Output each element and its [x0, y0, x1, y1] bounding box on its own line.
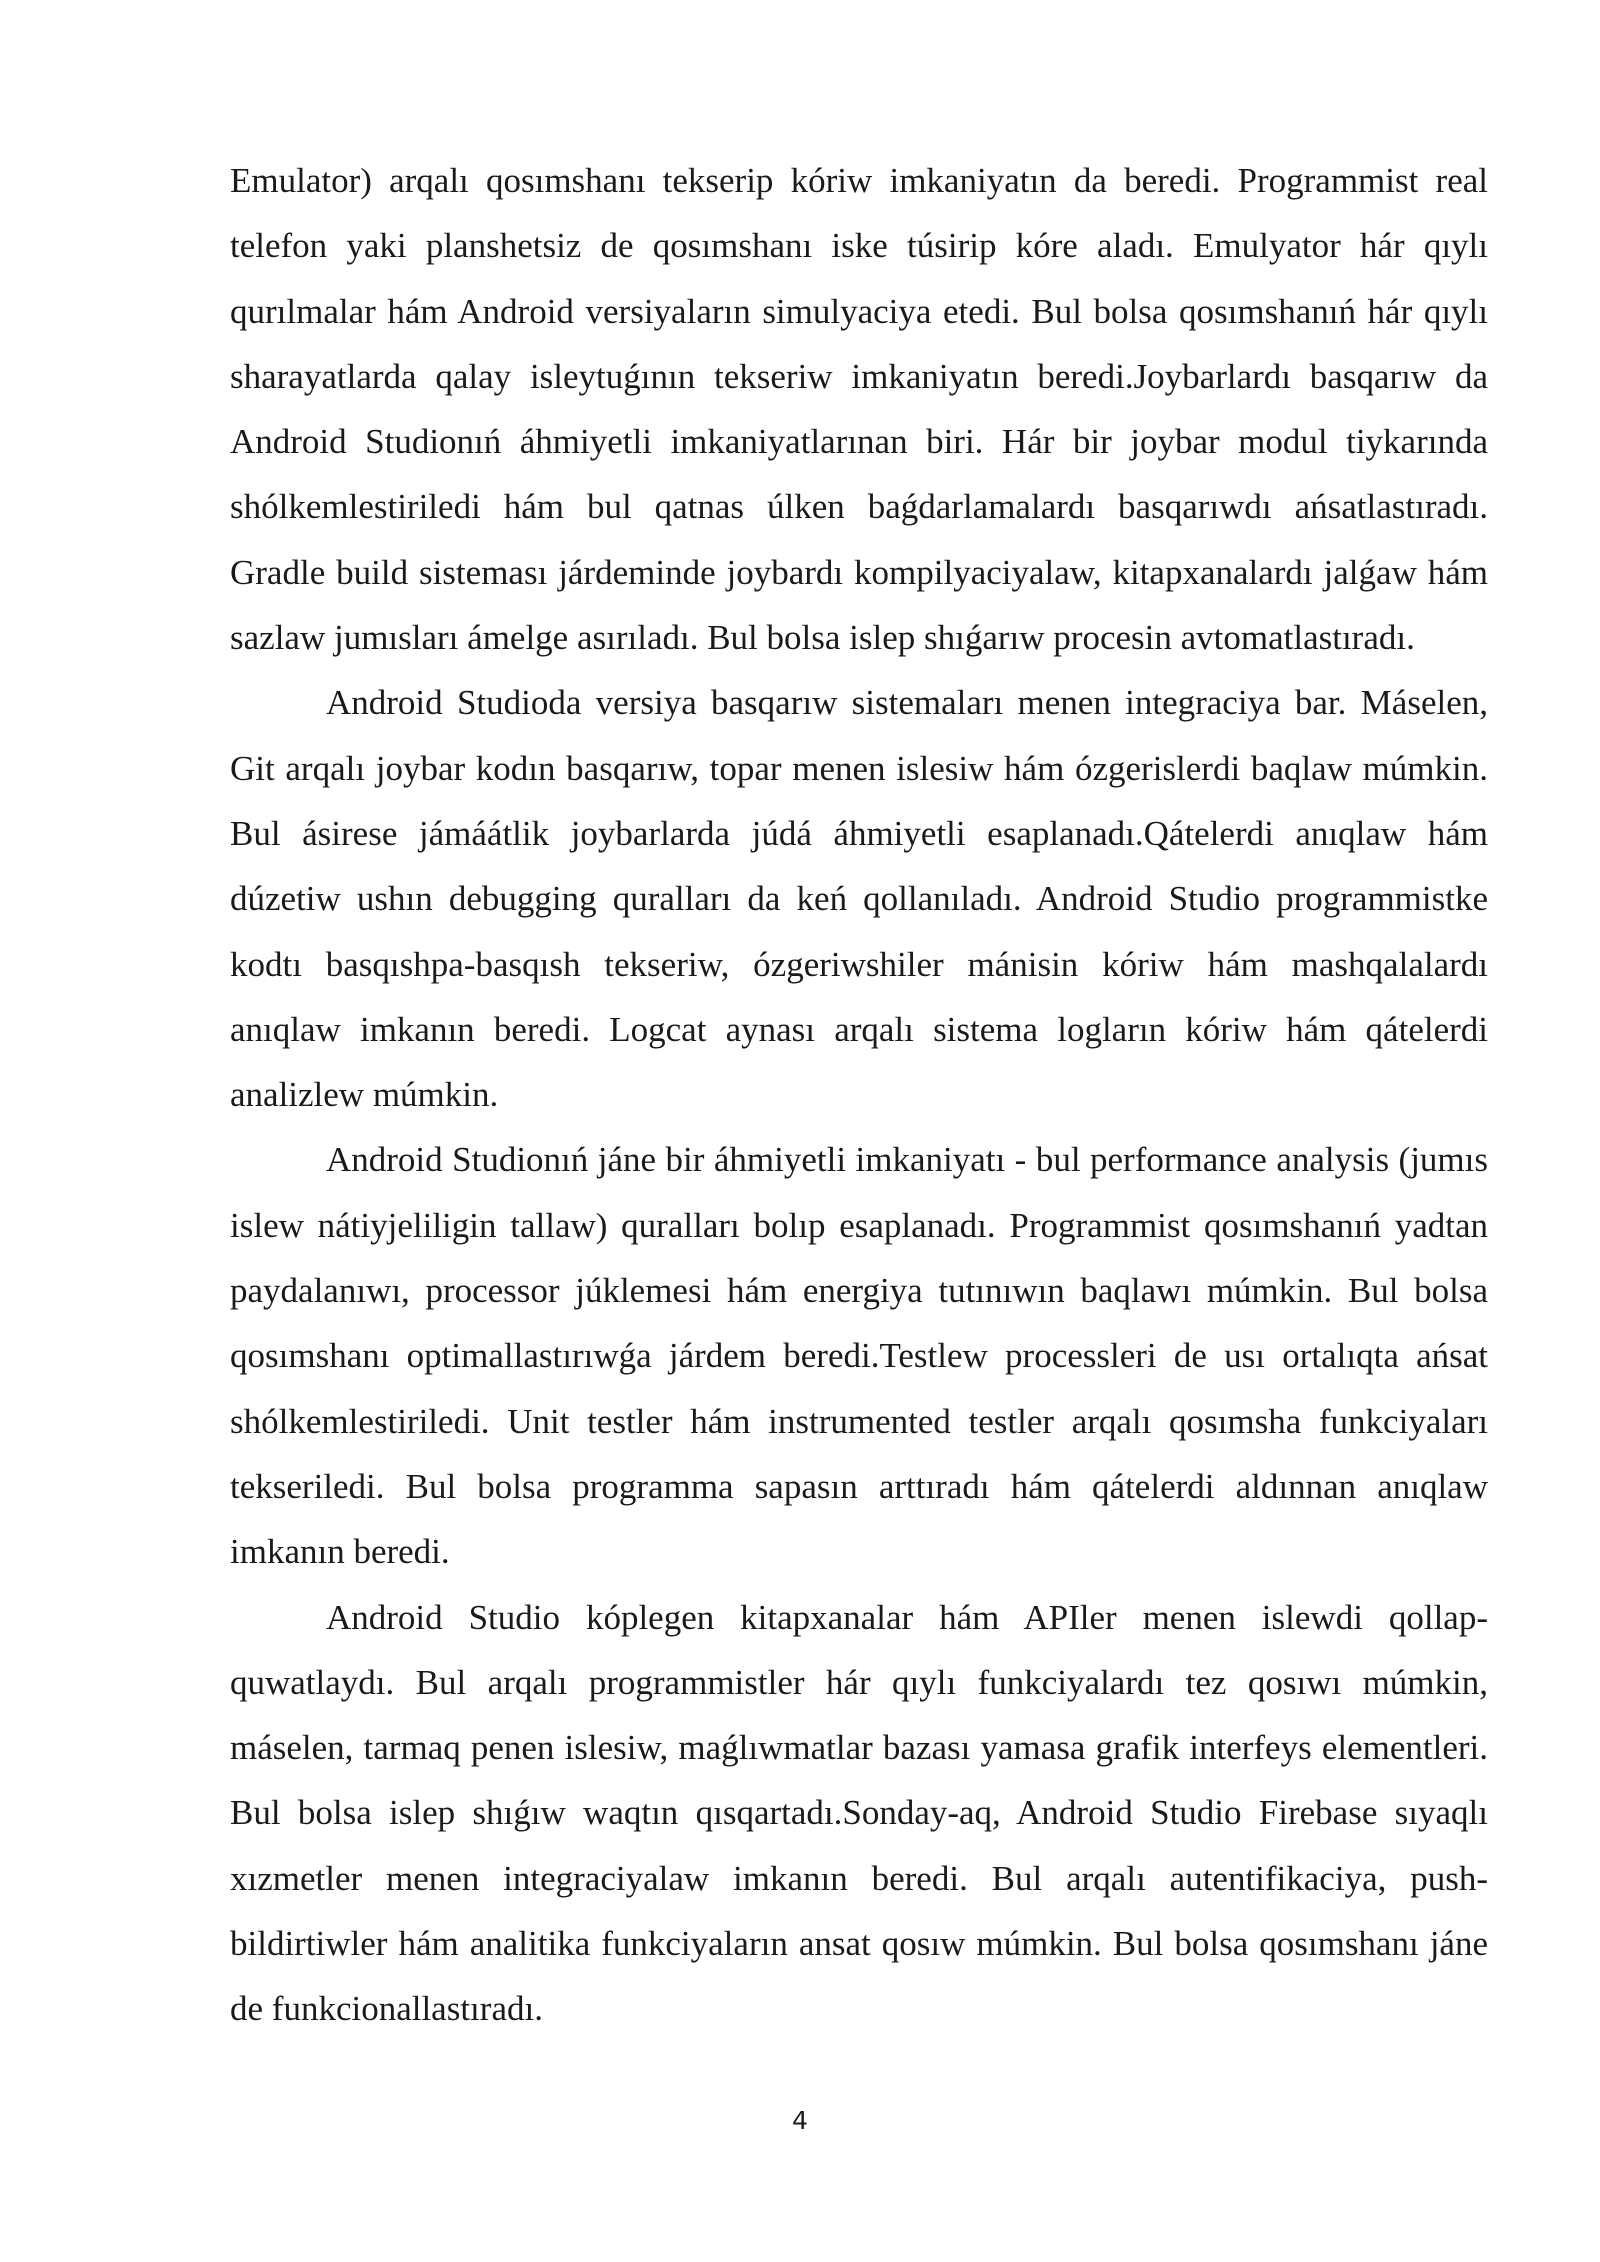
- paragraph-3: Android Studionıń jáne bir áhmiyetli imkaniyatı - bul performance analysis (jumıs islew nátiyjeliligin tallaw) quralları bolıp esaplanadı. Programmist qosımshanıń yadtan paydalanıwı, processor júklemesi hám energiya tutınıwın baqlawı múmkin. Bul bolsa qosımshanı optimallastırıwǵa járdem beredi.Testlew processleri de usı ortalıqta ańsat shólkemlestiriledi. Unit testler hám instrumented testler arqalı qosımsha funkciyaları tekseriledi. Bul bolsa programma sapasın arttıradı hám qátelerdi aldınnan anıqlaw imkanın beredi.: [230, 1140, 1488, 1572]
- page-number: 4: [792, 2106, 808, 2135]
- paragraph-1: Emulator) arqalı qosımshanı tekserip kóriw imkaniyatın da beredi. Programmist real telefon yaki planshetsiz de qosımshanı iske túsirip kóre aladı. Emulyator hár qıylı qurılmalar hám Android versiyaların simulyaciya etedi. Bul bolsa qosımshanıń hár qıylı sharayatlarda qalay isleytuǵının tekseriw imkaniyatın beredi.Joybarlardı basqarıw da Android Studionıń áhmiyetli imkaniyatlarınan biri. Hár bir joybar modul tiykarında shólkemlestiriledi hám bul qatnas úlken baǵdarlamalardı basqarıwdı ańsatlastıradı. Gradle build sisteması járdeminde joybardı kompilyaciyalaw, kitapxanalardı jalǵaw hám sazlaw jumısları ámelge asırıladı. Bul bolsa islep shıǵarıw procesin avtomatlastıradı.: [230, 161, 1488, 658]
- document-body: [230, 148, 1488, 2042]
- paragraph-4: Android Studio kóplegen kitapxanalar hám APIler menen islewdi qollap-quwatlaydı. Bul arqalı programmistler hár qıylı funkciyalardı tez qosıwı múmkin, máselen, tarmaq penen islesiw, maǵlıwmatlar bazası yamasa grafik interfeys elementleri. Bul bolsa islep shıǵıw waqtın qısqartadı.Sonday-aq, Android Studio Firebase sıyaqlı xızmetler menen integraciyalaw imkanın beredi. Bul arqalı autentifikaciya, push-bildirtiwler hám analitika funkciyaların ansat qosıw múmkin. Bul bolsa qosımshanı jáne de funkcionallastıradı.: [230, 1597, 1488, 2029]
- paragraph-2: Android Studioda versiya basqarıw sistemaları menen integraciya bar. Máselen, Git arqalı joybar kodın basqarıw, topar menen islesiw hám ózgerislerdi baqlaw múmkin. Bul ásirese jámáátlik joybarlarda júdá áhmiyetli esaplanadı.Qátelerdi anıqlaw hám dúzetiw ushın debugging quralları da keń qollanıladı. Android Studio programmistke kodtı basqıshpa-basqısh tekseriw, ózgeriwshiler mánisin kóriw hám mashqalalardı anıqlaw imkanın beredi. Logcat aynası arqalı sistema logların kóriw hám qátelerdi analizlew múmkin.: [230, 683, 1488, 1115]
